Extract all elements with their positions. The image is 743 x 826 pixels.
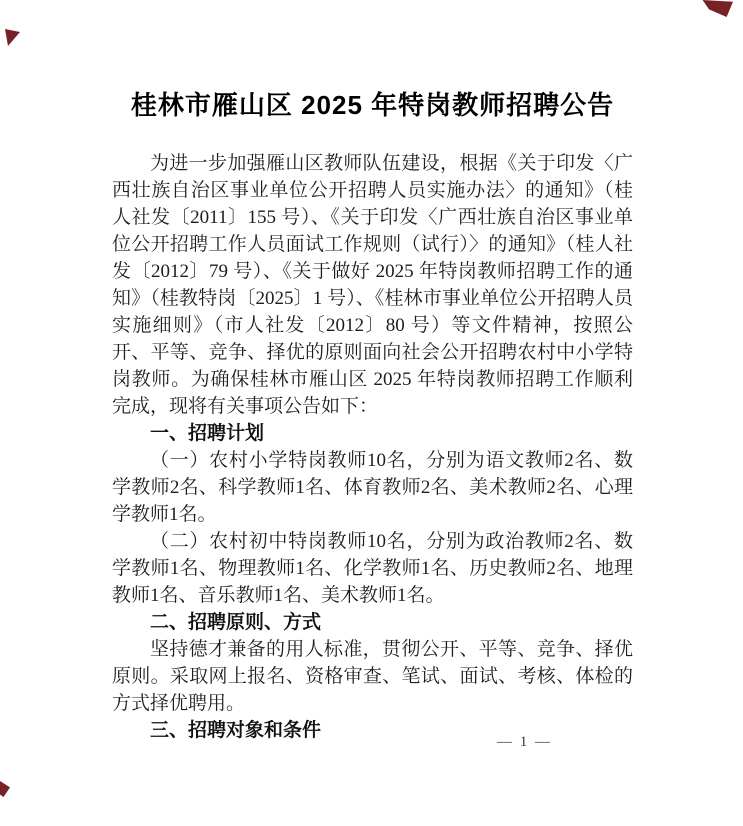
section-1-paragraph-1: （一）农村小学特岗教师10名，分别为语文教师2名、数学教师2名、科学教师1名、体育教师2名、美术教师2名、心理学教师1名。 — [112, 450, 633, 525]
section-1-paragraph-2: （二）农村初中特岗教师10名，分别为政治教师2名、数学教师1名、物理教师1名、化学教师1名、历史教师2名、地理教师1名、音乐教师1名、美术教师1名。 — [112, 531, 633, 606]
intro-paragraph: 为进一步加强雁山区教师队伍建设，根据《关于印发〈广西壮族自治区事业单位公开招聘人员实施办法〉的通知》（桂人社发〔2011〕155 号）、《关于印发〈广西壮族自治区事业单位公开招聘工作人员面试工作规则（试行）〉的通知》（桂人社发〔2012〕79 号）、《关于做好 2025 年特岗教师招聘工作的通知》（桂教特岗〔2025〕1 号）、《桂林市事业单位公开招聘人员实施细则》（市人社发〔2012〕80 号）等文件精神，按照公开、平等、竞争、择优的原则面向社会公开招聘农村中小学特岗教师。为确保桂林市雁山区 2025 年特岗教师招聘工作顺利完成，现将有关事项公告如下： — [112, 153, 633, 417]
scan-artifact-top-right — [701, 0, 733, 17]
scan-artifact-top-left — [5, 26, 20, 46]
scan-artifact-bottom-left — [0, 781, 10, 797]
document-body — [112, 88, 633, 744]
section-2-heading: 二、招聘原则、方式 — [150, 612, 322, 633]
section-3-heading: 三、招聘对象和条件 — [150, 720, 322, 741]
section-1-heading: 一、招聘计划 — [150, 423, 265, 444]
section-2-paragraph-1: 坚持德才兼备的用人标准，贯彻公开、平等、竞争、择优原则。采取网上报名、资格审查、笔试、面试、考核、体检的方式择优聘用。 — [112, 639, 633, 714]
page-number: — 1 — — [497, 734, 552, 750]
document-title: 桂林市雁山区 2025 年特岗教师招聘公告 — [130, 90, 615, 120]
